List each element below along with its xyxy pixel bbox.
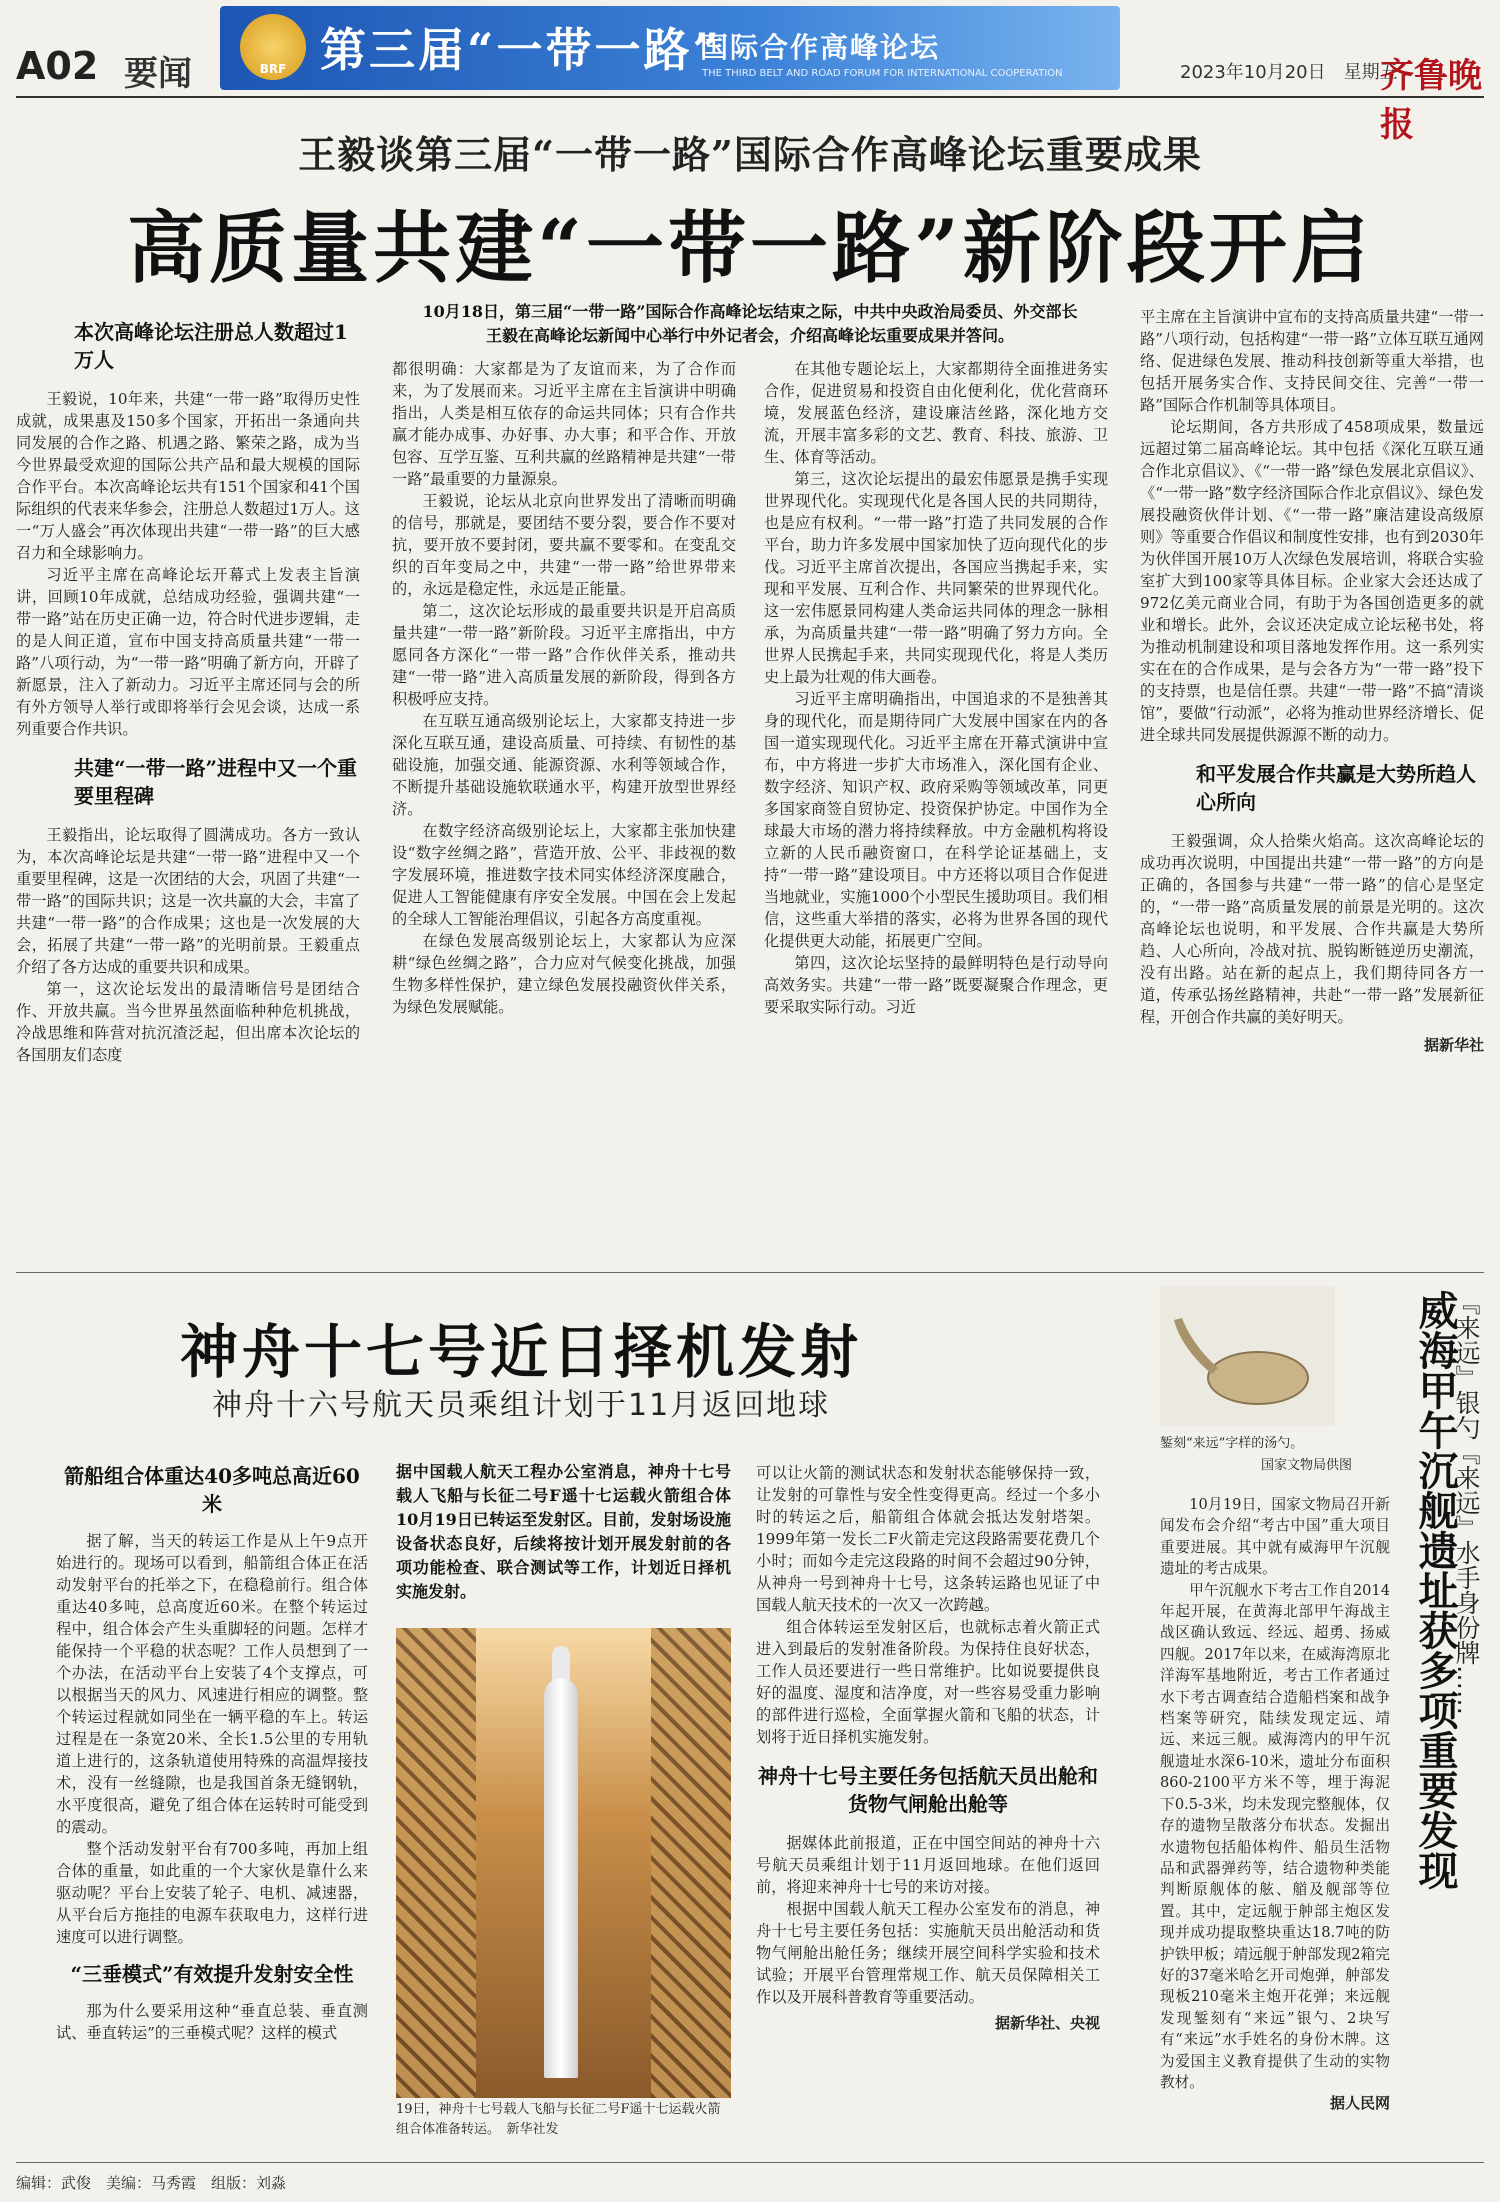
- story1-column-4: [1140, 306, 1484, 1056]
- header-divider: [16, 96, 1484, 98]
- footer-divider: [16, 2162, 1484, 2163]
- rocket-transfer-photo: [396, 1628, 731, 2098]
- paragraph: 论坛期间，各方共形成了458项成果，数量远远超过第二届高峰论坛。其中包括《深化互联互通合作北京倡议》、《“一带一路”绿色发展北京倡议》、《“一带一路”数字经济国际合作北京倡议》、绿色发展投融资伙伴计划、《“一带一路”廉洁建设高级原则》等重要合作倡议和制度性安排，也有到2030年为伙伴国开展10万人次绿色发展培训，将联合实验室扩大到100家等具体目标。企业家大会还达成了972亿美元商业合同，有助于为各国创造更多的就业和增长。此外，会议还决定成立论坛秘书处，将为推动机制建设和项目落地发挥作用。这一系列实实在在的合作成果，是与会各方为“一带一路”投下的支持票，也是信任票。共建“一带一路”不搞“清谈馆”，要做“行动派”，必将为推动世界经济增长、促进全球共同发展提供源源不断的动力。: [1140, 418, 1484, 744]
- story1-kicker: 王毅谈第三届“一带一路”国际合作高峰论坛重要成果: [298, 132, 1202, 177]
- paragraph: 第三，这次论坛提出的最宏伟愿景是携手实现世界现代化。实现现代化是各国人民的共同期待，也是应有权利。“一带一路”打造了共同发展的合作平台，助力许多发展中国家加快了迈向现代化的步伐。习近平主席首次提出，各国应当携起手来，实现和平发展、互利合作、共同繁荣的世界现代化。这一宏伟愿景同构建人类命运共同体的理念一脉相承，为高质量共建“一带一路”明确了努力方向。全世界人民携起手来，共同实现现代化，将是人类历史上最为壮观的伟大画卷。: [764, 470, 1108, 686]
- spoon-icon: [1160, 1286, 1335, 1426]
- paragraph: 王毅强调，众人拾柴火焰高。这次高峰论坛的成功再次说明，中国提出共建“一带一路”的方向是正确的，各国参与共建“一带一路”的信心是坚定的，“一带一路”高质量发展的前景是光明的。这次高峰论坛也说明，和平发展、合作共赢是大势所趋、人心所向，冷战对抗、脱钩断链逆历史潮流，没有出路。站在新的起点上，我们期待同各方一道，传承弘扬丝路精神，共赴“一带一路”发展新征程，开创合作共赢的美好明天。: [1140, 832, 1484, 1026]
- paragraph: 据了解，当天的转运工作是从上午9点开始进行的。现场可以看到，船箭组合体正在活动发射平台的托举之下，在稳稳前行。组合体重达40多吨，总高度近60米。在整个转运过程中，组合体会产生头重脚轻的问题。怎样才能保持一个平稳的状态呢？工作人员想到了一个办法，在活动平台上安装了4个支撑点，可以根据当天的风力、风速进行相应的调整。整个转运过程就如同坐在一辆平稳的车上。转运过程是在一条宽20米、全长1.5公里的专用轨道上进行的，这条轨道使用特殊的高温焊接技术，没有一丝缝隙，也是我国首条无缝钢轨，水平度很高，避免了组合体在运转时可能受到的震动。: [56, 1532, 368, 1836]
- spoon-photo-credit: 国家文物局供图: [1260, 1458, 1352, 1473]
- story2-subhead-3: 神舟十七号主要任务包括航天员出舱和货物气闸舱出舱等: [758, 1764, 1098, 1816]
- section-label: 要闻: [124, 54, 192, 94]
- paragraph: 都很明确：大家都是为了友谊而来，为了合作而来，为了发展而来。习近平主席在主旨演讲中明确指出，人类是相互依存的命运共同体；只有合作共赢才能办成事、办好事、办大事；和平合作、开放包容、互学互鉴、互利共赢的丝路精神是共建“一带一路”最重要的力量源泉。: [392, 360, 736, 488]
- paragraph: 在其他专题论坛上，大家都期待全面推进务实合作，促进贸易和投资自由化便利化，优化营商环境，发展蓝色经济，建设廉洁丝路，深化地方交流，开展丰富多彩的文艺、教育、科技、旅游、卫生、体育等活动。: [764, 360, 1108, 466]
- paragraph: 王毅说，10年来，共建“一带一路”取得历史性成就，成果惠及150多个国家，开拓出一条通向共同发展的合作之路、机遇之路、繁荣之路，成为当今世界最受欢迎的国际公共产品和最大规模的国际合作平台。本次高峰论坛共有151个国家和41个国际组织的代表来华参会，注册总人数超过1万人。这一“万人盛会”再次体现出共建“一带一路”的巨大感召力和全球影响力。: [16, 390, 360, 562]
- story2-kicker: 神舟十六号航天员乘组计划于11月返回地球: [212, 1388, 831, 1423]
- paragraph: 根据中国载人航天工程办公室发布的消息，神舟十七号主要任务包括：实施航天员出舱活动和货物气闸舱出舱任务；继续开展空间科学实验和技术试验；开展平台管理常规工作、航天员保障相关工作以及开展科普教育等重要活动。: [756, 1900, 1100, 2006]
- paragraph: 10月19日，国家文物局召开新闻发布会介绍“考古中国”重大项目重要进展。其中就有威海甲午沉舰遗址的考古成果。: [1160, 1496, 1390, 1578]
- spoon-photo: [1160, 1286, 1335, 1426]
- paragraph: 整个活动发射平台有700多吨，再加上组合体的重量，如此重的一个大家伙是靠什么来驱动呢？平台上安装了轮子、电机、减速器，从平台后方拖挂的电源车获取电力，这样行进速度可以进行调整。: [56, 1840, 368, 1946]
- story1-subhead-3: 和平发展合作共赢是大势所趋人心所向: [1196, 762, 1476, 814]
- story3-body: [1160, 1494, 1390, 2115]
- paragraph: 据媒体此前报道，正在中国空间站的神舟十六号航天员乘组计划于11月返回地球。在他们返回前，将迎来神舟十七号的来访对接。: [756, 1834, 1100, 1896]
- paragraph: 甲午沉舰水下考古工作自2014年起开展，在黄海北部甲午海战主战区确认致远、经远、超勇、扬威四舰。2017年以来，在威海湾原北洋海军基地附近，考古工作者通过水下考古调查结合造船档案和战争档案等研究，陆续发现定远、靖远、来远三舰。威海湾内的甲午沉舰遗址水深6-10米，遗址分布面积860-2100平方米不等，埋于海泥下0.5-3米，均未发现完整舰体，仅存的遗物呈散落分布状态。发掘出水遗物包括船体构件、船员生活物品和武器弹药等，结合遗物种类能判断原舰体的舷、艏及舰部等位置。其中，定远舰于舯部主炮区发现并成功提取整块重达18.7吨的防护铁甲板；靖远舰于舯部发现2箱完好的37毫米哈乞开司炮弹，舯部发现板210毫米主炮开花弹；来远舰发现錾刻有“来远”银勺、2块写有“来远”水手姓名的身份木牌。这为爱国主义教育提供了生动的实物教材。: [1160, 1581, 1390, 2091]
- paragraph: 平主席在主旨演讲中宣布的支持高质量共建“一带一路”八项行动，包括构建“一带一路”立体互联互通网络、促进绿色发展、推动科技创新等重大举措，也包括开展务实合作、支持民间交往、完善“一带一路”国际合作机制等具体项目。: [1140, 308, 1484, 414]
- story1-subhead-1: 本次高峰论坛注册总人数超过1万人: [74, 320, 348, 372]
- paragraph: 第一，这次论坛发出的最清晰信号是团结合作、开放共赢。当今世界虽然面临种种危机挑战，冷战思维和阵营对抗沉渣泛起，但出席本次论坛的各国朋友们态度: [16, 980, 360, 1064]
- story3-headline: 威海甲午沉舰遗址获多项重要发现: [1412, 1290, 1459, 1890]
- story-divider: [16, 1272, 1484, 1273]
- story2-column-1: [56, 1462, 368, 2044]
- story2-subhead-1: 箭船组合体重达40多吨总高近60米: [64, 1464, 360, 1516]
- story2-headline: 神舟十七号近日择机发射: [180, 1318, 863, 1386]
- banner-english: THE THIRD BELT AND ROAD FORUM FOR INTERNATIONAL COOPERATION: [702, 68, 1063, 79]
- paragraph: 组合体转运至发射区后，也就标志着火箭正式进入到最后的发射准备阶段。为保持住良好状态，工作人员还要进行一些日常维护。比如说要提供良好的温度、湿度和洁净度，对一些容易受重力影响的部件进行巡检，全面掌握火箭和飞船的状态，计划将于近日择机实施发射。: [756, 1618, 1100, 1746]
- paragraph: 王毅指出，论坛取得了圆满成功。各方一致认为，本次高峰论坛是共建“一带一路”进程中又一个重要里程碑，这是一次团结的大会，巩固了共建“一带一路”的国际共识；这是一次共赢的大会，丰富了共建“一带一路”的合作成果；这也是一次发展的大会，拓展了共建“一带一路”的光明前景。王毅重点介绍了各方达成的重要共识和成果。: [16, 826, 360, 976]
- page-number: A02: [16, 44, 99, 88]
- forum-banner: [220, 6, 1120, 90]
- story1-column-2: [392, 358, 736, 1018]
- paragraph: 在绿色发展高级别论坛上，大家都认为应深耕“绿色丝绸之路”，合力应对气候变化挑战，加强生物多样性保护，建立绿色发展投融资伙伴关系，为绿色发展赋能。: [392, 932, 736, 1016]
- story1-credit: 据新华社: [1423, 1036, 1484, 1054]
- banner-title: 第三届“一带一路”: [320, 23, 722, 77]
- story1-lead: 10月18日，第三届“一带一路”国际合作高峰论坛结束之际，中共中央政治局委员、外交部长王毅在高峰论坛新闻中心举行中外记者会，介绍高峰论坛重要成果并答问。: [422, 302, 1078, 345]
- rocket-photo-caption: 19日，神舟十七号载人飞船与长征二号F遥十七运载火箭组合体准备转运。 新华社发: [396, 2102, 721, 2137]
- paragraph: 第二，这次论坛形成的最重要共识是开启高质量共建“一带一路”新阶段。习近平主席指出，中方愿同各方深化“一带一路”合作伙伴关系，推动共建“一带一路”进入高质量发展的新阶段，得到各方积极呼应支持。: [392, 602, 736, 708]
- paragraph: 那为什么要采用这种“垂直总装、垂直测试、垂直转运”的三垂模式呢？这样的模式: [56, 2002, 368, 2042]
- paragraph: 在数字经济高级别论坛上，大家都主张加快建设“数字丝绸之路”，营造开放、公平、非歧视的数字发展环境，推进数字技术同实体经济深度融合，促进人工智能健康有序安全发展。中国在会上发起的全球人工智能治理倡议，引起各方高度重视。: [392, 822, 736, 928]
- paragraph: 习近平主席在高峰论坛开幕式上发表主旨演讲，回顾10年成就，总结成功经验，强调共建“一带一路”站在历史正确一边，符合时代进步逻辑，走的是人间正道，宣布中国支持高质量共建“一带一路”八项行动，为“一带一路”明确了新方向，开辟了新愿景，注入了新动力。习近平主席还同与会的所有外方领导人举行或即将举行会见会谈，达成一系列重要合作共识。: [16, 566, 360, 738]
- story2-subhead-2: “三垂模式”有效提升发射安全性: [70, 1962, 354, 1986]
- paragraph: 第四，这次论坛坚持的最鲜明特色是行动导向高效务实。共建“一带一路”既要凝聚合作理念，更要采取实际行动。习近: [764, 954, 1108, 1016]
- paragraph: 可以让火箭的测试状态和发射状态能够保持一致，让发射的可靠性与安全性变得更高。经过一个多小时的转运之后，船箭组合体就会抵达发射塔架。1999年第一发长二F火箭走完这段路需要花费几个小时；而如今走完这段路的时间不会超过90分钟，从神舟一号到神舟十七号，这条转运路也见证了中国载人航天技术的一次又一次跨越。: [756, 1464, 1100, 1614]
- newspaper-logo: 齐鲁晚报: [1380, 56, 1482, 145]
- paragraph: 习近平主席明确指出，中国追求的不是独善其身的现代化，而是期待同广大发展中国家在内的各国一道实现现代化。习近平主席在开幕式演讲中宣布，中方将进一步扩大市场准入，深化国有企业、数字经济、知识产权、政府采购等领域改革，同更多国家商签自贸协定、投资保护协定。中国作为全球最大市场的潜力将持续释放。中方金融机构将设立新的人民币融资窗口，在科学论证基础上，支持“一带一路”建设项目。中方还将以项目合作促进当地就业，实施1000个小型民生援助项目。我们相信，这些重大举措的落实，必将为世界各国的现代化提供更大动能，拓展更广空间。: [764, 690, 1108, 950]
- story1-column-3: [764, 358, 1108, 1018]
- rocket-body: [544, 1678, 578, 2078]
- paragraph: 在互联互通高级别论坛上，大家都支持进一步深化互联互通，建设高质量、可持续、有韧性的基础设施，加强交通、能源资源、水利等领域合作，不断提升基础设施软联通水平，构建开放型世界经济。: [392, 712, 736, 818]
- spoon-photo-caption: 錾刻“来远”字样的汤勺。: [1160, 1436, 1304, 1451]
- launch-tower-right: [651, 1628, 731, 2098]
- story3-kicker: 『来远』银勺『来远』水手身份牌……: [1452, 1290, 1481, 1715]
- banner-subtitle: 国际合作高峰论坛: [700, 31, 941, 64]
- story3-credit: 据人民网: [1329, 2094, 1390, 2113]
- story2-column-3: [756, 1462, 1100, 2034]
- story1-subhead-2: 共建“一带一路”进程中又一个重要里程碑: [74, 756, 358, 808]
- story2-credit: 据新华社、央视: [994, 2014, 1100, 2032]
- paragraph: 王毅说，论坛从北京向世界发出了清晰而明确的信号，那就是，要团结不要分裂，要合作不要对抗，要开放不要封闭，要共赢不要零和。在变乱交织的百年变局之中，共建“一带一路”给世界带来的，永远是稳定性，永远是正能量。: [392, 492, 736, 598]
- forum-logo-icon: BRF: [240, 14, 306, 80]
- story1-headline: 高质量共建“一带一路”新阶段开启: [127, 203, 1373, 294]
- issue-date: 2023年10月20日 星期五: [1180, 62, 1398, 83]
- launch-tower-left: [396, 1628, 476, 2098]
- page-header: [0, 0, 1500, 145]
- story2-lead: 据中国载人航天工程办公室消息，神舟十七号载人飞船与长征二号F遥十七运载火箭组合体10月19日已转运至发射区。目前，发射场设施设备状态良好，后续将按计划开展发射前的各项功能检查、联合测试等工作，计划近日择机实施发射。: [396, 1462, 731, 1601]
- footer-credits: 编辑：武俊 美编：马秀霞 组版：刘淼: [16, 2174, 287, 2192]
- story1-column-1: [16, 318, 360, 1066]
